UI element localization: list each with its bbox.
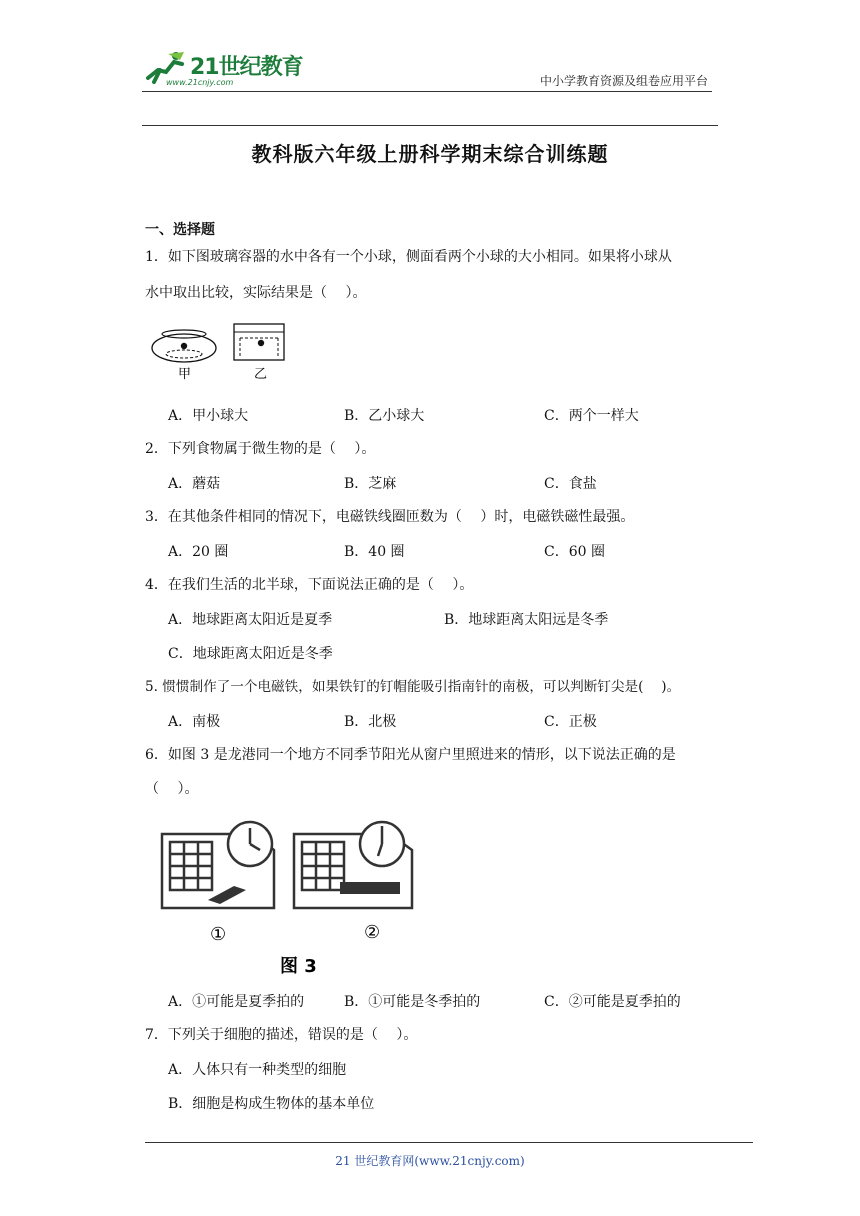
logo-url: www.21cnjy.com — [166, 78, 234, 87]
question-3-option-c[interactable]: C．60 圈 — [544, 544, 605, 560]
section-heading: 一、选择题 — [145, 222, 215, 238]
footer-divider — [145, 1142, 753, 1143]
figure-label-yi: 乙 — [254, 367, 268, 382]
header-tagline: 中小学教育资源及组卷应用平台 — [539, 74, 708, 88]
question-7-option-a[interactable]: A．人体只有一种类型的细胞 — [168, 1062, 347, 1078]
question-1-text: 1．如下图玻璃容器的水中各有一个小球，侧面看两个小球的大小相同。如果将小球从 — [145, 249, 672, 265]
question-5-option-b[interactable]: B．北极 — [344, 714, 397, 730]
question-4-text: 4．在我们生活的北半球，下面说法正确的是（ ）。 — [145, 577, 474, 593]
question-6-option-c[interactable]: C．②可能是夏季拍的 — [544, 994, 681, 1010]
question-6-text: 6．如图 3 是龙港同一个地方不同季节阳光从窗户里照进来的情形，以下说法正确的是 — [145, 747, 676, 763]
figure-label-jia: 甲 — [178, 367, 192, 382]
question-2-option-c[interactable]: C．食盐 — [544, 476, 597, 492]
question-3-text: 3．在其他条件相同的情况下，电磁铁线圈匝数为（ ）时，电磁铁磁性最强。 — [145, 509, 635, 525]
figure-label-1: ① — [210, 924, 227, 945]
question-6-option-b[interactable]: B．①可能是冬季拍的 — [344, 994, 481, 1010]
question-2-option-b[interactable]: B．芝麻 — [344, 476, 397, 492]
question-2-text: 2．下列食物属于微生物的是（ ）。 — [145, 441, 376, 457]
question-4-option-a[interactable]: A．地球距离太阳近是夏季 — [168, 612, 333, 628]
question-5-option-a[interactable]: A．南极 — [168, 714, 221, 730]
title-divider — [142, 125, 718, 126]
question-1-option-a[interactable]: A．甲小球大 — [168, 408, 249, 424]
question-3-option-a[interactable]: A．20 圈 — [168, 544, 229, 560]
question-1-option-c[interactable]: C．两个一样大 — [544, 408, 639, 424]
logo — [140, 46, 310, 92]
question-6-figure — [156, 812, 426, 978]
question-4-option-c[interactable]: C．地球距离太阳近是冬季 — [168, 646, 333, 662]
logo-text: 21世纪教育 — [190, 55, 303, 80]
question-6-option-a[interactable]: A．①可能是夏季拍的 — [168, 994, 305, 1010]
question-1-text-cont: 水中取出比较，实际结果是（ ）。 — [145, 285, 367, 301]
figure-label-2: ② — [364, 922, 381, 943]
footer-link[interactable]: 21 世纪教育网(www.21cnjy.com) — [335, 1154, 525, 1168]
figure-caption: 图 3 — [280, 956, 317, 977]
question-7-option-b[interactable]: B．细胞是构成生物体的基本单位 — [168, 1096, 375, 1112]
page-title: 教科版六年级上册科学期末综合训练题 — [251, 142, 609, 166]
question-5-text: 5. 惯惯制作了一个电磁铁，如果铁钉的钉帽能吸引指南针的南极，可以判断钉尖是( )。 — [145, 679, 681, 695]
question-1-figure — [148, 318, 288, 384]
question-5-option-c[interactable]: C．正极 — [544, 714, 597, 730]
question-4-option-b[interactable]: B．地球距离太阳远是冬季 — [444, 612, 609, 628]
header-divider — [142, 91, 712, 92]
question-2-option-a[interactable]: A．蘑菇 — [168, 476, 221, 492]
question-3-option-b[interactable]: B．40 圈 — [344, 544, 405, 560]
question-7-text: 7．下列关于细胞的描述，错误的是（ ）。 — [145, 1027, 418, 1043]
question-1-option-b[interactable]: B．乙小球大 — [344, 408, 425, 424]
question-6-text-cont: （ ）。 — [145, 781, 199, 797]
